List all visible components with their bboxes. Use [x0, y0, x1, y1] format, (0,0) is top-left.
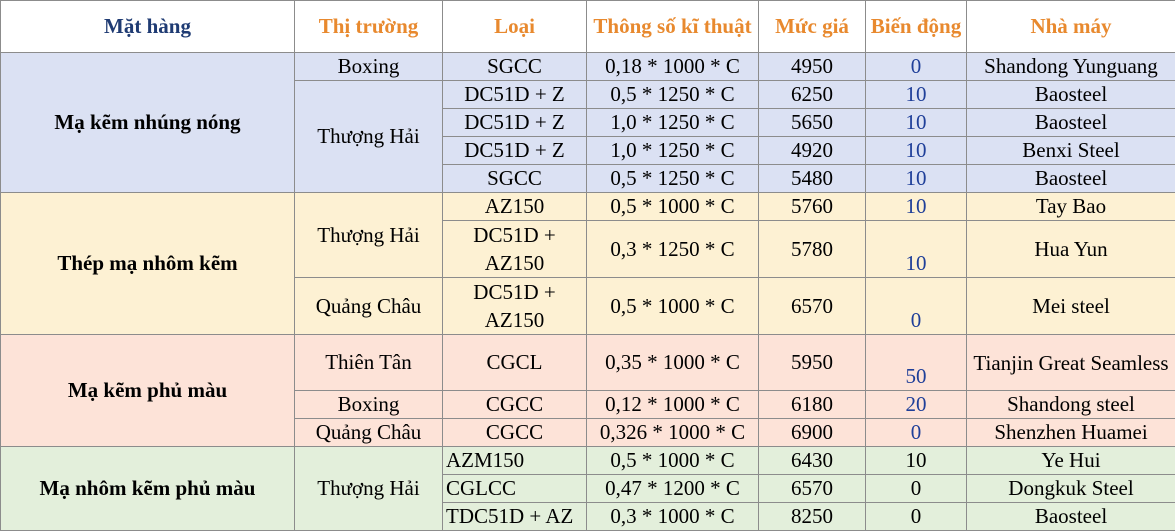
factory-cell: Baosteel	[967, 109, 1175, 137]
type-cell: CGLCC	[443, 475, 587, 503]
table-row	[1, 193, 1175, 221]
header-price: Mức giá	[759, 1, 866, 53]
price-cell: 4920	[759, 137, 866, 165]
spec-cell: 0,3 * 1250 * C	[587, 221, 759, 278]
spec-cell: 0,47 * 1200 * C	[587, 475, 759, 503]
change-cell: 0	[866, 419, 967, 447]
factory-cell: Baosteel	[967, 165, 1175, 193]
market-cell: Boxing	[295, 391, 443, 419]
spec-cell: 0,326 * 1000 * C	[587, 419, 759, 447]
factory-cell: Tianjin Great Seamless	[967, 335, 1175, 391]
market-cell: Quảng Châu	[295, 419, 443, 447]
change-cell: 10	[866, 137, 967, 165]
market-cell: Thượng Hải	[295, 193, 443, 278]
price-cell: 6180	[759, 391, 866, 419]
type-cell: SGCC	[443, 53, 587, 81]
price-cell: 6570	[759, 278, 866, 335]
spec-cell: 0,5 * 1000 * C	[587, 278, 759, 335]
spec-cell: 1,0 * 1250 * C	[587, 109, 759, 137]
price-cell: 6430	[759, 447, 866, 475]
factory-cell: Baosteel	[967, 81, 1175, 109]
type-cell: CGCC	[443, 391, 587, 419]
factory-cell: Baosteel	[967, 503, 1175, 531]
price-cell: 5650	[759, 109, 866, 137]
price-cell: 8250	[759, 503, 866, 531]
factory-cell: Benxi Steel	[967, 137, 1175, 165]
spec-cell: 0,12 * 1000 * C	[587, 391, 759, 419]
price-cell: 4950	[759, 53, 866, 81]
group-name: Mạ kẽm nhúng nóng	[1, 53, 295, 193]
table-row	[1, 53, 1175, 81]
factory-cell: Tay Bao	[967, 193, 1175, 221]
factory-cell: Shandong Yunguang	[967, 53, 1175, 81]
change-cell: 10	[866, 447, 967, 475]
spec-cell: 0,5 * 1250 * C	[587, 81, 759, 109]
type-cell: SGCC	[443, 165, 587, 193]
change-cell: 0	[866, 53, 967, 81]
market-cell: Thiên Tân	[295, 335, 443, 391]
type-cell: DC51D + AZ150	[443, 221, 587, 278]
type-cell: AZM150	[443, 447, 587, 475]
price-cell: 6900	[759, 419, 866, 447]
type-cell: CGCL	[443, 335, 587, 391]
type-cell: AZ150	[443, 193, 587, 221]
group-name: Mạ nhôm kẽm phủ màu	[1, 447, 295, 531]
change-cell: 0	[866, 278, 967, 335]
type-cell: DC51D + Z	[443, 109, 587, 137]
market-cell: Quảng Châu	[295, 278, 443, 335]
price-cell: 6570	[759, 475, 866, 503]
header-market: Thị trường	[295, 1, 443, 53]
spec-cell: 0,5 * 1250 * C	[587, 165, 759, 193]
type-cell: CGCC	[443, 419, 587, 447]
factory-cell: Hua Yun	[967, 221, 1175, 278]
change-cell: 50	[866, 335, 967, 391]
spec-cell: 0,18 * 1000 * C	[587, 53, 759, 81]
spec-cell: 0,3 * 1000 * C	[587, 503, 759, 531]
spec-cell: 0,35 * 1000 * C	[587, 335, 759, 391]
change-cell: 10	[866, 81, 967, 109]
price-cell: 5950	[759, 335, 866, 391]
change-cell: 10	[866, 193, 967, 221]
header-item: Mặt hàng	[1, 1, 295, 53]
factory-cell: Ye Hui	[967, 447, 1175, 475]
table-row	[1, 335, 1175, 391]
change-cell: 20	[866, 391, 967, 419]
type-cell: DC51D + AZ150	[443, 278, 587, 335]
spec-cell: 1,0 * 1250 * C	[587, 137, 759, 165]
type-cell: DC51D + Z	[443, 81, 587, 109]
group-name: Thép mạ nhôm kẽm	[1, 193, 295, 335]
factory-cell: Shenzhen Huamei	[967, 419, 1175, 447]
group-name: Mạ kẽm phủ màu	[1, 335, 295, 447]
header-spec: Thông số kĩ thuật	[587, 1, 759, 53]
price-cell: 5760	[759, 193, 866, 221]
spec-cell: 0,5 * 1000 * C	[587, 193, 759, 221]
price-cell: 5480	[759, 165, 866, 193]
market-cell: Thượng Hải	[295, 81, 443, 193]
factory-cell: Shandong steel	[967, 391, 1175, 419]
change-cell: 10	[866, 165, 967, 193]
factory-cell: Dongkuk Steel	[967, 475, 1175, 503]
type-cell: TDC51D + AZ	[443, 503, 587, 531]
price-cell: 5780	[759, 221, 866, 278]
header-change: Biến động	[866, 1, 967, 53]
market-cell: Boxing	[295, 53, 443, 81]
change-cell: 0	[866, 475, 967, 503]
factory-cell: Mei steel	[967, 278, 1175, 335]
price-cell: 6250	[759, 81, 866, 109]
spec-cell: 0,5 * 1000 * C	[587, 447, 759, 475]
table-row	[1, 447, 1175, 475]
change-cell: 0	[866, 503, 967, 531]
header-row	[1, 1, 1175, 53]
change-cell: 10	[866, 221, 967, 278]
market-cell: Thượng Hải	[295, 447, 443, 531]
header-type: Loại	[443, 1, 587, 53]
change-cell: 10	[866, 109, 967, 137]
type-cell: DC51D + Z	[443, 137, 587, 165]
header-factory: Nhà máy	[967, 1, 1175, 53]
